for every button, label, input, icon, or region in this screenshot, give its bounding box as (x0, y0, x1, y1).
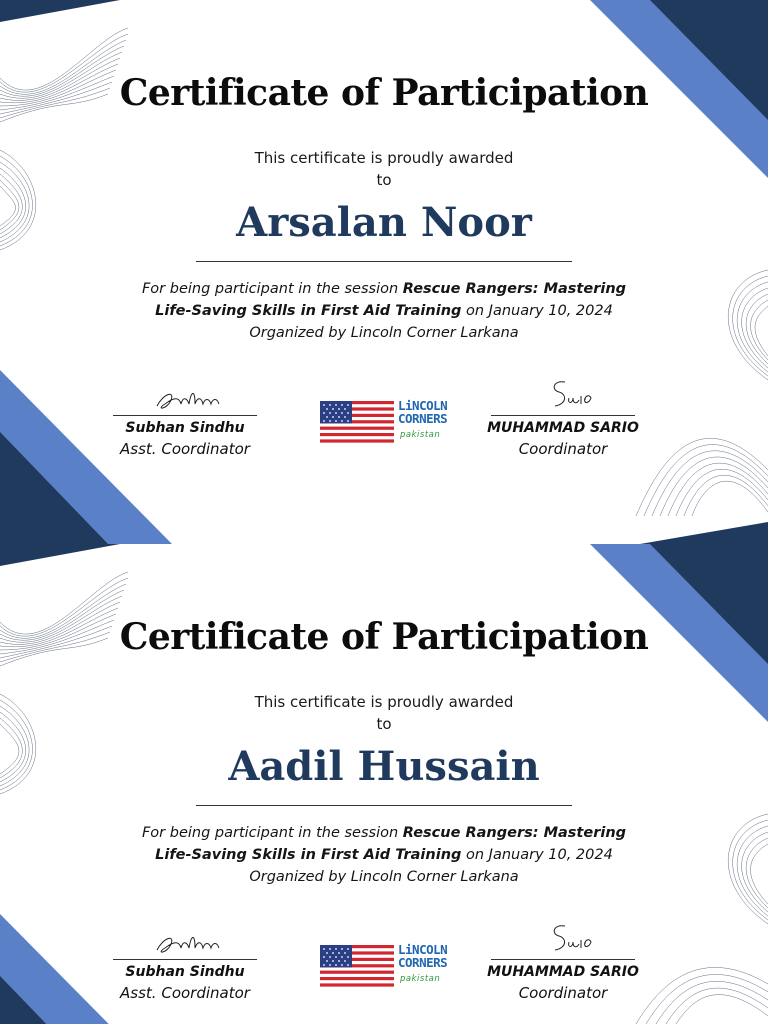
session-name-line-2: Life-Saving Skills in First Aid Training (155, 303, 462, 319)
left-signature-block (100, 920, 270, 1002)
logo-wordmark (398, 399, 447, 425)
awarded-line-2: to (376, 171, 392, 189)
logo-wordmark (398, 943, 447, 969)
signer-name: MUHAMMAD SARIO (487, 420, 639, 436)
wave-lines-right (728, 814, 768, 924)
certificate-title: Certificate of Participation (119, 616, 649, 658)
awarded-text (0, 691, 768, 735)
signer-name: Subhan Sindhu (125, 964, 245, 980)
wave-lines-right (728, 270, 768, 380)
signer-role: Coordinator (518, 984, 608, 1002)
description-prefix: For being participant in the session (141, 825, 403, 841)
recipient-name: Arsalan Noor (236, 199, 532, 246)
awarded-text (0, 147, 768, 191)
session-name-line-1: Rescue Rangers: Mastering (402, 281, 627, 297)
signature-image (523, 920, 603, 958)
description-prefix: For being participant in the session (141, 281, 403, 297)
logo-subtext: pakistan (400, 430, 441, 440)
wave-lines-bottom-right (636, 967, 768, 1024)
signature-image (523, 376, 603, 414)
awarded-line-1: This certificate is proudly awarded (254, 693, 514, 711)
logo-subtext: pakistan (400, 974, 441, 984)
lincoln-corners-logo (320, 399, 450, 445)
certificate-title: Certificate of Participation (119, 72, 649, 114)
name-underline (196, 261, 572, 262)
us-flag-icon (320, 401, 394, 443)
awarded-line-2: to (376, 715, 392, 733)
name-underline (196, 805, 572, 806)
description (100, 278, 668, 344)
logo-line-1: LiNCOLN (398, 398, 448, 413)
wave-lines-bottom-right (636, 438, 768, 516)
logo-line-2: CORNERS (398, 955, 448, 970)
signature-image (135, 920, 235, 958)
lincoln-corners-logo (320, 943, 450, 989)
signer-name: Subhan Sindhu (125, 420, 245, 436)
signer-role: Asst. Coordinator (120, 440, 250, 458)
right-signature-block (478, 920, 648, 1002)
session-date: on January 10, 2024 (461, 847, 613, 863)
signer-name: MUHAMMAD SARIO (487, 964, 639, 980)
session-name-line-2: Life-Saving Skills in First Aid Training (155, 847, 462, 863)
right-signature-block (478, 376, 648, 458)
signature-line (491, 415, 635, 416)
us-flag-icon (320, 945, 394, 987)
organizer-text: Organized by Lincoln Corner Larkana (249, 325, 519, 341)
logo-line-1: LiNCOLN (398, 942, 448, 957)
description (100, 822, 668, 888)
signer-role: Asst. Coordinator (120, 984, 250, 1002)
signature-line (113, 959, 257, 960)
session-name-line-1: Rescue Rangers: Mastering (402, 825, 627, 841)
awarded-line-1: This certificate is proudly awarded (254, 149, 514, 167)
logo-line-2: CORNERS (398, 411, 448, 426)
signature-image (135, 376, 235, 414)
organizer-text: Organized by Lincoln Corner Larkana (249, 869, 519, 885)
certificate-2 (0, 544, 768, 1024)
signer-role: Coordinator (518, 440, 608, 458)
recipient-name: Aadil Hussain (228, 743, 540, 790)
signature-line (491, 959, 635, 960)
signature-line (113, 415, 257, 416)
session-date: on January 10, 2024 (461, 303, 613, 319)
left-signature-block (100, 376, 270, 458)
